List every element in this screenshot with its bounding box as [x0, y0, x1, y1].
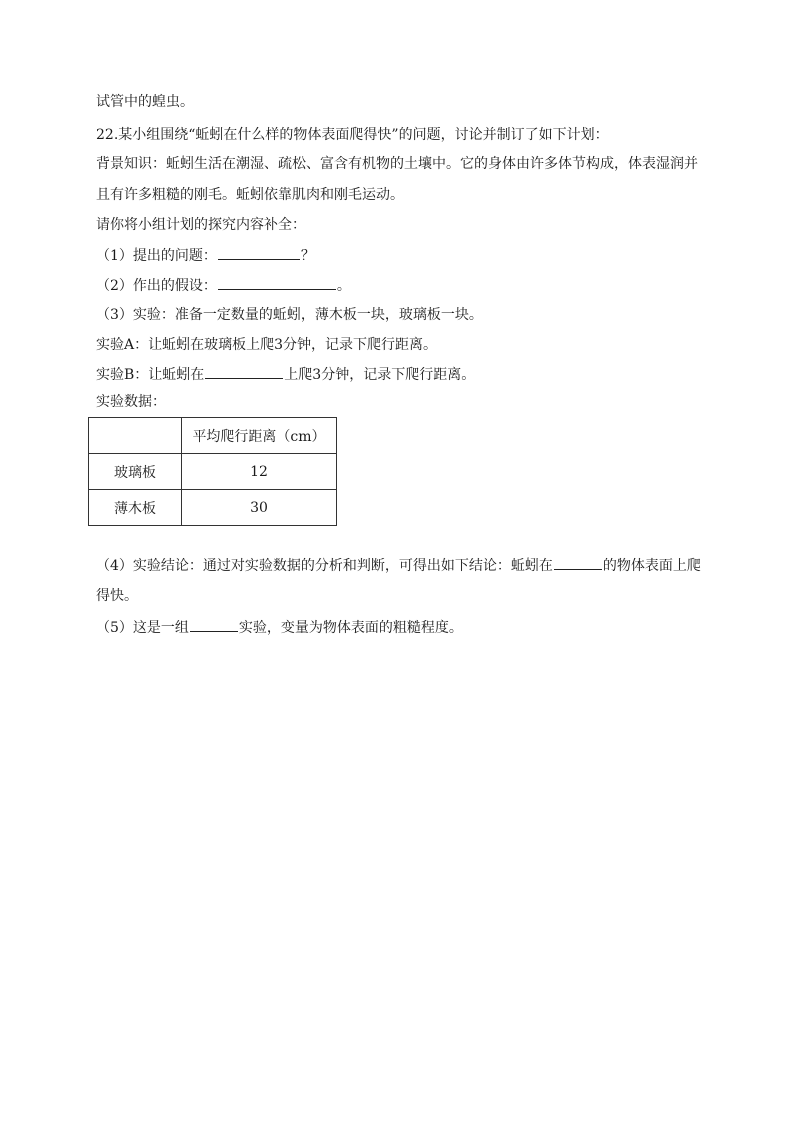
question-4-continuation: 得快。 — [96, 588, 138, 604]
experiment-a: 实验A：让蚯蚓在玻璃板上爬3分钟，记录下爬行距离。 — [96, 337, 438, 353]
table-header-row — [89, 418, 337, 454]
table-cell: 玻璃板 — [89, 454, 182, 490]
question-5-suffix: 实验，变量为物体表面的粗糙程度。 — [238, 620, 463, 636]
text-line-1: 试管中的蝗虫。 — [96, 94, 194, 110]
table-cell: 12 — [182, 454, 337, 490]
question-3: （3）实验：准备一定数量的蚯蚓，薄木板一块，玻璃板一块。 — [96, 307, 483, 323]
table-row — [89, 490, 337, 526]
question-4-blank[interactable] — [554, 555, 602, 570]
question-2-prefix: （2）作出的假设： — [96, 278, 217, 294]
table-cell: 30 — [182, 490, 337, 526]
instruction-text: 请你将小组计划的探究内容补全： — [96, 217, 306, 233]
question-22-title: 22.某小组围绕“蚯蚓在什么样的物体表面爬得快”的问题，讨论并制订了如下计划： — [96, 127, 609, 143]
experiment-b — [96, 364, 475, 385]
question-1-blank[interactable] — [218, 245, 300, 260]
question-2-blank[interactable] — [218, 275, 336, 290]
question-5 — [96, 617, 463, 638]
table-cell: 薄木板 — [89, 490, 182, 526]
question-4 — [96, 555, 701, 576]
experiment-b-suffix: 上爬3分钟，记录下爬行距离。 — [284, 367, 476, 383]
question-1 — [96, 245, 315, 266]
question-5-prefix: （5）这是一组 — [96, 620, 189, 636]
data-table — [88, 417, 337, 526]
background-text-line-2: 且有许多粗糙的刚毛。蚯蚓依靠肌肉和刚毛运动。 — [96, 187, 404, 203]
question-2-suffix: 。 — [336, 278, 351, 294]
question-1-prefix: （1）提出的问题： — [96, 248, 217, 264]
experiment-b-blank[interactable] — [205, 364, 283, 379]
data-label: 实验数据： — [96, 394, 166, 410]
experiment-b-prefix: 实验B：让蚯蚓在 — [96, 367, 205, 383]
background-text-line-1: 背景知识：蚯蚓生活在潮湿、疏松、富含有机物的土壤中。它的身体由许多体节构成，体表湿润并 — [96, 156, 698, 172]
table-header-cell: 平均爬行距离（cm） — [182, 418, 337, 454]
question-1-suffix: ？ — [300, 248, 315, 264]
question-4-suffix: 的物体表面上爬 — [602, 558, 701, 574]
question-5-blank[interactable] — [190, 617, 238, 632]
question-4-prefix: （4）实验结论：通过对实验数据的分析和判断，可得出如下结论：蚯蚓在 — [96, 558, 553, 574]
table-row — [89, 454, 337, 490]
question-2 — [96, 275, 351, 296]
table-header-cell — [89, 418, 182, 454]
